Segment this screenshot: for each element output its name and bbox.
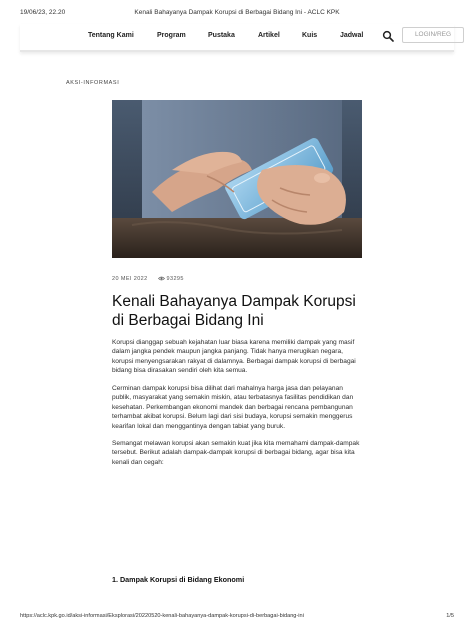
article-paragraph: Semangat melawan korupsi akan semakin kuat jika kita memahami dampak-dampak tersebut. Berikut adalah dampak-dampak korupsi di berbagai bidang, agar bisa kita kenali dan cegah: <box>112 440 360 466</box>
print-page-number: 1/5 <box>446 613 454 619</box>
nav-item-jadwal[interactable]: Jadwal <box>340 32 364 39</box>
article-title: Kenali Bahayanya Dampak Korupsi di Berbagai Bidang Ini <box>112 293 356 329</box>
nav-item-tentang-kami[interactable]: Tentang Kami <box>88 32 134 39</box>
eye-icon <box>158 276 165 281</box>
search-icon[interactable] <box>382 30 394 42</box>
navbar <box>20 24 454 52</box>
view-count <box>158 276 184 282</box>
publish-date: 20 MEI 2022 <box>112 276 148 282</box>
nav-item-artikel[interactable]: Artikel <box>258 32 280 39</box>
nav-item-pustaka[interactable]: Pustaka <box>208 32 235 39</box>
hero-image <box>112 100 362 258</box>
nav-item-kuis[interactable]: Kuis <box>302 32 318 39</box>
login-register-button[interactable]: LOGIN/REG <box>402 27 464 43</box>
article-subheading: 1. Dampak Korupsi di Bidang Ekonomi <box>112 575 245 584</box>
article-meta <box>112 276 184 284</box>
print-header <box>20 9 454 21</box>
print-footer <box>20 613 454 623</box>
article-category[interactable]: AKSI-INFORMASI <box>66 80 120 86</box>
nav-item-program[interactable]: Program <box>157 32 186 39</box>
article-paragraph: Cerminan dampak korupsi bisa dilihat dari mahalnya harga jasa dan pelayanan publik, masyarakat yang semakin miskin, atau terbatasnya fasilitas pendidikan dan kesehatan. Perkembangan ekonomi mandek dan berbagai rencana pembangunan terhambat akibat korupsi. Belum lagi dari sisi budaya, korupsi semakin menggerus kearifan lokal dan menggantinya dengan tabiat yang buruk. <box>112 385 354 430</box>
print-datetime: 19/06/23, 22.20 <box>20 9 66 16</box>
article-paragraph: Korupsi dianggap sebuah kejahatan luar biasa karena memiliki dampak yang masif dalam jangka pendek maupun jangka panjang. Tidak hanya merugikan negara, korupsi menyengsarakan rakyat di dalamnya. Berbagai dampak korupsi di berbagai bidang bisa dirasakan sendiri oleh kita semua. <box>112 339 356 375</box>
view-count-value: 93295 <box>166 276 184 282</box>
print-url: https://aclc.kpk.go.id/aksi-informasi/Eksplorasi/20220520-kenali-bahayanya-dampak-korupsi-di-berbagai-bidang-ini <box>20 613 304 619</box>
hands-holding-banknotes-image <box>112 100 362 258</box>
print-page-title: Kenali Bahayanya Dampak Korupsi di Berbagai Bidang Ini - ACLC KPK <box>134 9 340 16</box>
